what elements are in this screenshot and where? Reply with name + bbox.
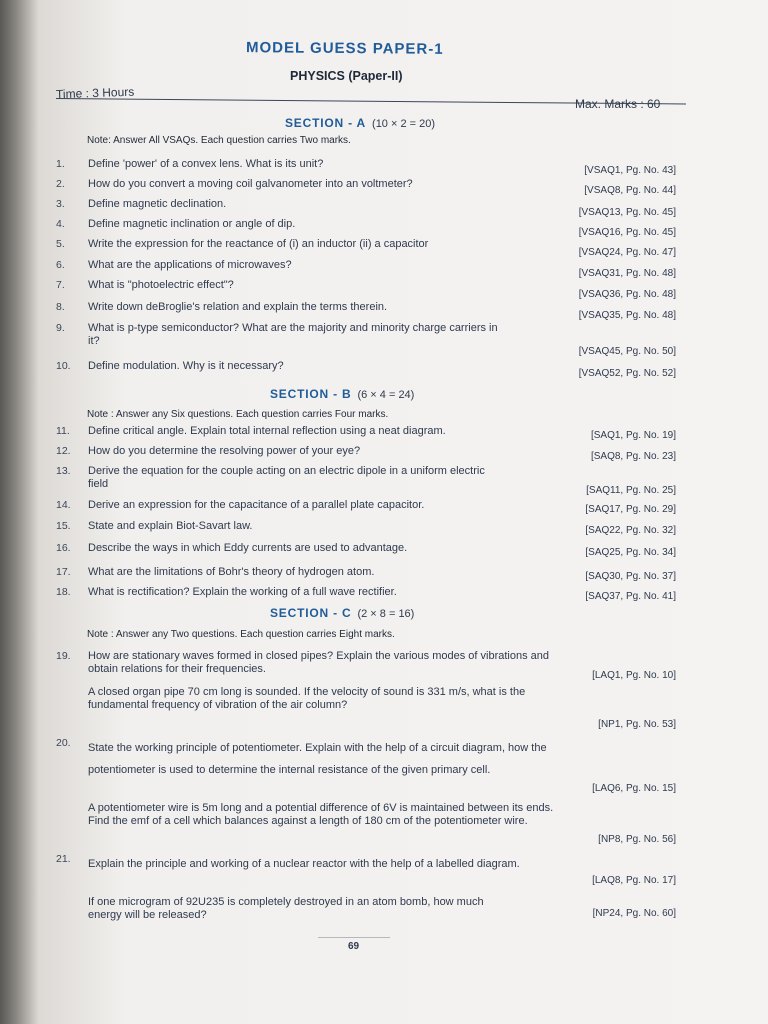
question-number: 6. xyxy=(56,259,65,271)
question-text: Define critical angle. Explain total internal reflection using a neat diagram. xyxy=(88,425,446,437)
question-number: 14. xyxy=(56,499,71,511)
max-marks-label: Max. Marks : 60 xyxy=(575,97,661,111)
question-number: 4. xyxy=(56,218,65,230)
question-item xyxy=(56,802,696,848)
question-number: 8. xyxy=(56,301,65,313)
question-item xyxy=(56,737,696,797)
question-text: A closed organ pipe 70 cm long is sounded. If the velocity of sound is 331 m/s, what is the fundamental frequency of vibration of the air column? xyxy=(88,686,526,711)
question-reference: [VSAQ45, Pg. No. 50] xyxy=(578,346,676,357)
question-text: Define magnetic declination. xyxy=(88,198,227,210)
question-text: If one microgram of 92U235 is completely destroyed in an atom bomb, how much energy will be released? xyxy=(88,896,484,921)
question-reference: [SAQ25, Pg. No. 34] xyxy=(585,547,676,558)
question-number: 13. xyxy=(56,465,71,477)
question-item xyxy=(56,586,696,618)
question-item xyxy=(56,853,696,893)
question-text: State the working principle of potentiometer. Explain with the help of a circuit diagram, how the potentiometer is used to determine the internal resistance of the given primary cell. xyxy=(88,742,547,776)
section-title: SECTION - B xyxy=(270,387,352,401)
section-b-note: Note : Answer any Six questions. Each question carries Four marks. xyxy=(87,409,389,420)
question-number: 10. xyxy=(56,360,71,372)
question-text: A potentiometer wire is 5m long and a potential difference of 6V is maintained between its ends. Find the emf of a cell which balances against a length of 180 cm of the potentiometer wire. xyxy=(88,802,554,827)
question-reference: [VSAQ31, Pg. No. 48] xyxy=(578,268,676,279)
question-text: What is p-type semiconductor? What are the majority and minority charge carriers in it? xyxy=(88,322,498,347)
paper-title: MODEL GUESS PAPER-1 xyxy=(245,39,444,58)
question-number: 15. xyxy=(56,520,71,532)
question-reference: [VSAQ24, Pg. No. 47] xyxy=(578,247,676,258)
time-label: Time : 3 Hours xyxy=(55,84,135,102)
question-text: State and explain Biot-Savart law. xyxy=(88,520,253,532)
section-c-note: Note : Answer any Two questions. Each question carries Eight marks. xyxy=(87,629,395,640)
footer-rule xyxy=(318,937,390,938)
question-text: Write down deBroglie's relation and explain the terms therein. xyxy=(88,301,388,313)
question-text: Describe the ways in which Eddy currents are used to advantage. xyxy=(88,542,408,554)
question-text: Write the expression for the reactance of (i) an inductor (ii) a capacitor xyxy=(88,238,429,250)
question-reference: [LAQ6, Pg. No. 15] xyxy=(592,783,676,794)
question-number: 20. xyxy=(56,737,71,749)
question-number: 19. xyxy=(56,650,71,662)
question-number: 1. xyxy=(56,158,65,170)
question-text: What are the limitations of Bohr's theory of hydrogen atom. xyxy=(88,566,375,578)
question-text: What are the applications of microwaves? xyxy=(88,259,292,271)
question-text: What is "photoelectric effect"? xyxy=(88,279,234,291)
section-title: SECTION - C xyxy=(270,606,352,620)
question-text: How are stationary waves formed in closed pipes? Explain the various modes of vibrations and obtain relations for their frequencies. xyxy=(88,650,550,675)
question-item xyxy=(56,686,696,730)
question-reference: [VSAQ1, Pg. No. 43] xyxy=(584,165,676,176)
question-reference: [SAQ22, Pg. No. 32] xyxy=(585,525,676,536)
question-text: Define 'power' of a convex lens. What is its unit? xyxy=(88,158,324,170)
question-text: Define magnetic inclination or angle of dip. xyxy=(88,218,296,230)
question-number: 18. xyxy=(56,586,71,598)
question-text: Define modulation. Why is it necessary? xyxy=(88,360,284,372)
question-text: Derive an expression for the capacitance of a parallel plate capacitor. xyxy=(88,499,425,511)
question-reference: [VSAQ52, Pg. No. 52] xyxy=(578,368,676,379)
question-number: 5. xyxy=(56,238,65,250)
question-number: 2. xyxy=(56,178,65,190)
question-number: 17. xyxy=(56,566,71,578)
question-reference: [SAQ11, Pg. No. 25] xyxy=(586,485,676,496)
question-reference: [LAQ1, Pg. No. 10] xyxy=(592,670,676,681)
question-text: Explain the principle and working of a nuclear reactor with the help of a labelled diagram. xyxy=(88,858,520,870)
question-reference: [SAQ30, Pg. No. 37] xyxy=(585,571,676,582)
question-item xyxy=(56,650,696,684)
question-text: Derive the equation for the couple acting on an electric dipole in a uniform electric field xyxy=(88,465,485,490)
question-reference: [VSAQ35, Pg. No. 48] xyxy=(578,310,676,321)
section-title: SECTION - A xyxy=(285,116,367,130)
question-reference: [VSAQ36, Pg. No. 48] xyxy=(578,289,676,300)
question-reference: [VSAQ16, Pg. No. 45] xyxy=(578,227,676,238)
question-text: What is rectification? Explain the working of a full wave rectifier. xyxy=(88,586,397,598)
question-reference: [NP24, Pg. No. 60] xyxy=(592,908,676,919)
question-number: 16. xyxy=(56,542,71,554)
section-a-note: Note: Answer All VSAQs. Each question carries Two marks. xyxy=(87,135,351,146)
question-reference: [LAQ8, Pg. No. 17] xyxy=(592,875,676,886)
question-reference: [NP8, Pg. No. 56] xyxy=(598,834,676,845)
question-reference: [VSAQ8, Pg. No. 44] xyxy=(584,185,676,196)
question-reference: [SAQ37, Pg. No. 41] xyxy=(585,591,676,602)
question-reference: [SAQ17, Pg. No. 29] xyxy=(585,504,676,515)
paper-subtitle: PHYSICS (Paper-II) xyxy=(290,69,403,83)
section-a-heading xyxy=(285,116,435,130)
question-number: 12. xyxy=(56,445,71,457)
question-number: 11. xyxy=(56,425,70,437)
question-reference: [SAQ8, Pg. No. 23] xyxy=(590,451,676,462)
book-binding-edge xyxy=(0,0,38,1024)
question-item xyxy=(56,360,696,392)
question-item xyxy=(56,322,696,362)
question-reference: [NP1, Pg. No. 53] xyxy=(598,719,676,730)
question-reference: [VSAQ13, Pg. No. 45] xyxy=(578,207,676,218)
question-reference: [SAQ1, Pg. No. 19] xyxy=(590,430,676,441)
question-number: 7. xyxy=(56,279,65,291)
question-item xyxy=(56,896,696,930)
section-marks: (6 × 4 = 24) xyxy=(357,389,415,401)
section-marks: (2 × 8 = 16) xyxy=(357,608,415,620)
question-text: How do you determine the resolving power of your eye? xyxy=(88,445,361,457)
section-marks: (10 × 2 = 20) xyxy=(372,118,436,130)
question-text: How do you convert a moving coil galvanometer into an voltmeter? xyxy=(88,178,413,190)
page-number: 69 xyxy=(348,941,360,952)
question-number: 21. xyxy=(56,853,71,865)
question-number: 9. xyxy=(56,322,65,334)
question-number: 3. xyxy=(56,198,65,210)
